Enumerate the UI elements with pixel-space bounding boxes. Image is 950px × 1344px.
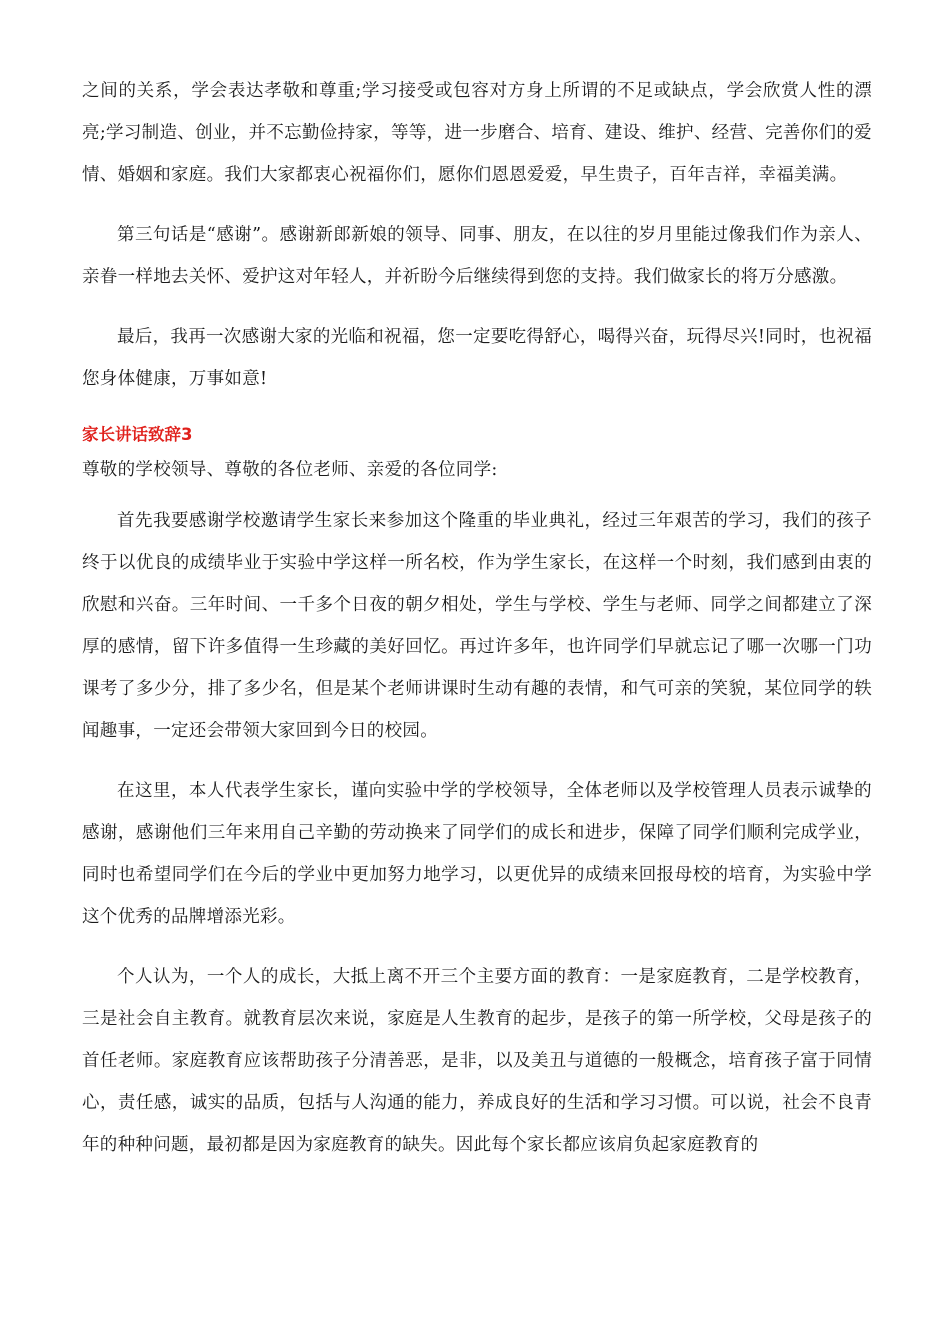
- section-title: 家长讲话致辞3: [82, 425, 193, 444]
- paragraph-thanks: 第三句话是“感谢”。感谢新郎新娘的领导、同事、朋友，在以往的岁月里能过像我们作为亲人、亲眷一样地去关怀、爱护这对年轻人，并祈盼今后继续得到您的支持。我们做家长的将万分感激。: [82, 225, 872, 287]
- paragraph-graduation: 首先我要感谢学校邀请学生家长来参加这个隆重的毕业典礼，经过三年艰苦的学习，我们的孩子终于以优良的成绩毕业于实验中学这样一所名校，作为学生家长，在这样一个时刻，我们感到由衷的欣慰和兴奋。三年时间、一千多个日夜的朝夕相处，学生与学校、学生与老师、同学之间都建立了深厚的感情，留下许多值得一生珍藏的美好回忆。再过许多年，也许同学们早就忘记了哪一次哪一门功课考了多少分，排了多少名，但是某个老师讲课时生动有趣的表情，和气可亲的笑貌，某位同学的轶闻趣事，一定还会带领大家回到今日的校园。: [82, 511, 872, 741]
- paragraph-education: 个人认为，一个人的成长，大抵上离不开三个主要方面的教育：一是家庭教育，二是学校教育，三是社会自主教育。就教育层次来说，家庭是人生教育的起步，是孩子的第一所学校，父母是孩子的首任老师。家庭教育应该帮助孩子分清善恶，是非，以及美丑与道德的一般概念，培育孩子富于同情心，责任感，诚实的品质，包括与人沟通的能力，养成良好的生活和学习习惯。可以说，社会不良青年的种种问题，最初都是因为家庭教育的缺失。因此每个家长都应该肩负起家庭教育的: [82, 967, 872, 1155]
- greeting-line: 尊敬的学校领导、尊敬的各位老师、亲爱的各位同学:: [82, 460, 498, 480]
- paragraph-closing: 最后，我再一次感谢大家的光临和祝福，您一定要吃得舒心，喝得兴奋，玩得尽兴!同时，也祝福您身体健康，万事如意!: [82, 327, 872, 389]
- paragraph-gratitude: 在这里，本人代表学生家长，谨向实验中学的学校领导，全体老师以及学校管理人员表示诚挚的感谢，感谢他们三年来用自己辛勤的劳动换来了同学们的成长和进步，保障了同学们顺利完成学业，同时也希望同学们在今后的学业中更加努力地学习，以更优异的成绩来回报母校的培育，为实验中学这个优秀的品牌增添光彩。: [82, 781, 872, 927]
- paragraph-continuation: 之间的关系，学会表达孝敬和尊重;学习接受或包容对方身上所谓的不足或缺点，学会欣赏人性的漂亮;学习制造、创业，并不忘勤俭持家，等等，进一步磨合、培育、建设、维护、经营、完善你们的爱情、婚姻和家庭。我们大家都衷心祝福你们，愿你们恩恩爱爱，早生贵子，百年吉祥，幸福美满。: [82, 81, 872, 185]
- document-body: [82, 70, 872, 1166]
